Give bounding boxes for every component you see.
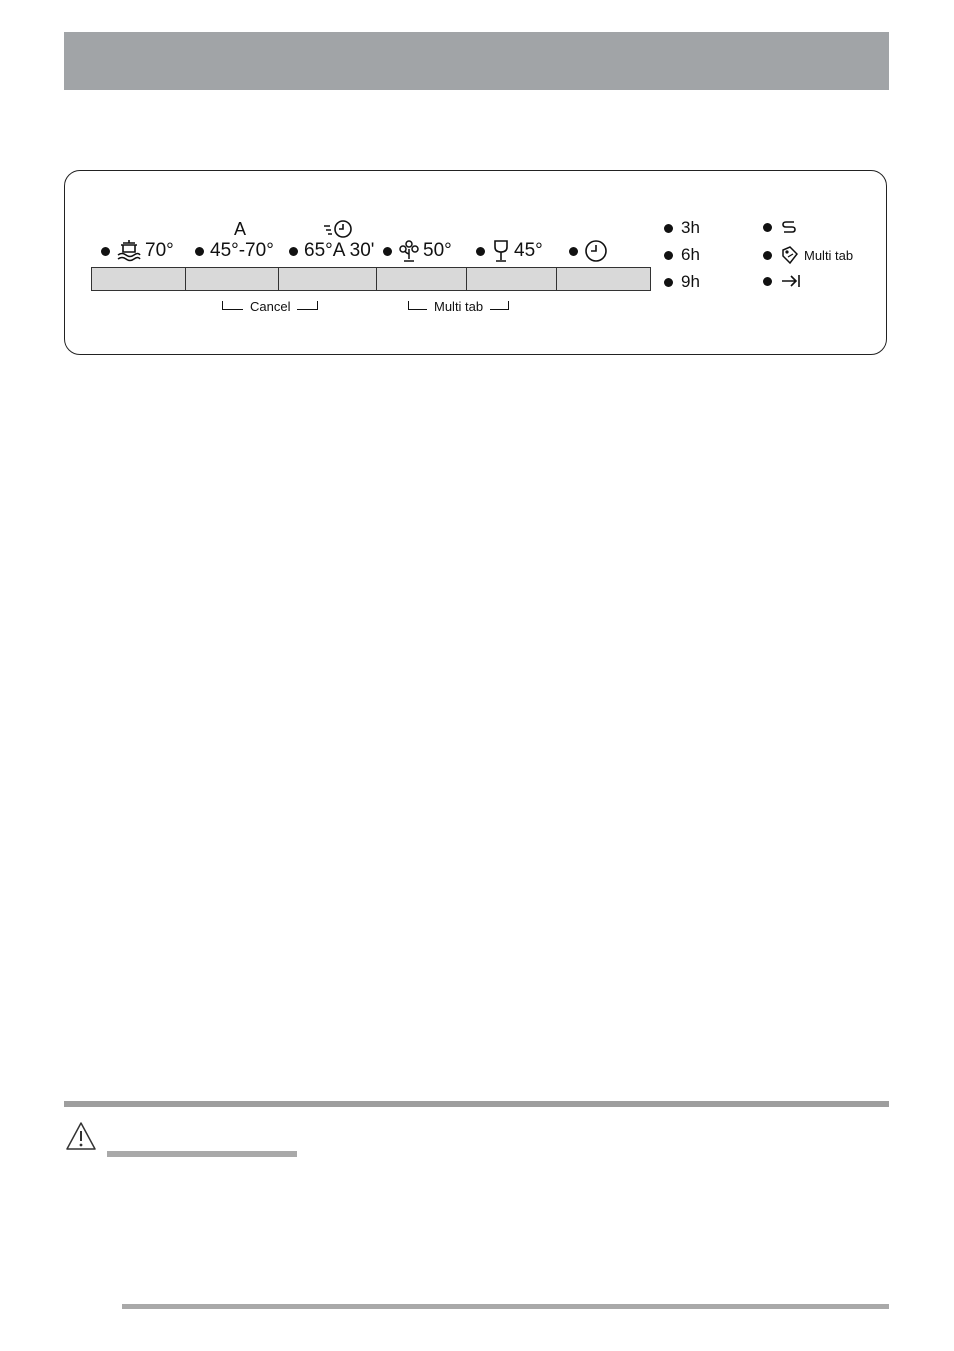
footer-rule (122, 1304, 889, 1309)
programme-buttons (91, 267, 651, 291)
programme-quick-label (289, 238, 374, 264)
indicator-dot (763, 277, 772, 286)
programme-temperature: 50° (423, 240, 452, 261)
programme-temperature: 65°A 30' (304, 240, 375, 261)
delay-option-3h (664, 218, 700, 238)
programme-glass-label (476, 238, 543, 264)
delay-label: 6h (681, 245, 700, 264)
indicator-dot (763, 251, 772, 260)
programme-button-quick[interactable] (279, 268, 377, 290)
indicator-dot (664, 278, 673, 287)
section-divider (64, 1101, 889, 1107)
indicator-dot (763, 223, 772, 232)
indicator-dot (289, 247, 298, 256)
delay-option-6h (664, 245, 700, 265)
indicator-dot (569, 247, 578, 256)
multitab-bracket (408, 292, 509, 314)
programme-auto-label (195, 238, 274, 264)
multitab-bracket-label: Multi tab (434, 299, 484, 314)
programme-button-glass[interactable] (467, 268, 557, 290)
programme-button-intensive[interactable] (92, 268, 186, 290)
cancel-label: Cancel (250, 299, 291, 314)
programme-button-eco[interactable] (377, 268, 467, 290)
multitab-tag-icon (780, 245, 800, 265)
clock-icon (584, 239, 608, 263)
indicator-label: Multi tab (804, 247, 854, 263)
end-arrow-icon (780, 272, 802, 290)
flower-eco-icon (398, 239, 420, 263)
salt-indicator (763, 218, 802, 236)
cancel-bracket (222, 292, 318, 314)
indicator-dot (476, 247, 485, 256)
warning-icon (64, 1120, 98, 1157)
programme-intensive-label (101, 238, 174, 264)
indicator-dot (101, 247, 110, 256)
programme-eco-label (383, 238, 452, 264)
pot-wash-icon (116, 239, 142, 263)
programme-button-delay[interactable] (557, 268, 650, 290)
multitab-indicator (763, 245, 853, 265)
programme-button-auto[interactable] (186, 268, 279, 290)
end-indicator (763, 272, 806, 290)
delay-label: 9h (681, 272, 700, 291)
programme-delay-label (569, 238, 611, 264)
header-bar (64, 32, 889, 90)
indicator-dot (664, 224, 673, 233)
programme-temperature: 70° (145, 240, 174, 261)
programme-temperature: 45°-70° (210, 240, 274, 261)
delay-label: 3h (681, 218, 700, 237)
programme-temperature: 45° (514, 240, 543, 261)
auto-mark: A (234, 219, 247, 239)
indicator-dot (664, 251, 673, 260)
indicator-dot (383, 247, 392, 256)
wine-glass-icon (491, 239, 511, 263)
delay-option-9h (664, 272, 700, 292)
warning-heading-rule (107, 1151, 297, 1157)
indicator-dot (195, 247, 204, 256)
salt-icon (780, 218, 798, 236)
